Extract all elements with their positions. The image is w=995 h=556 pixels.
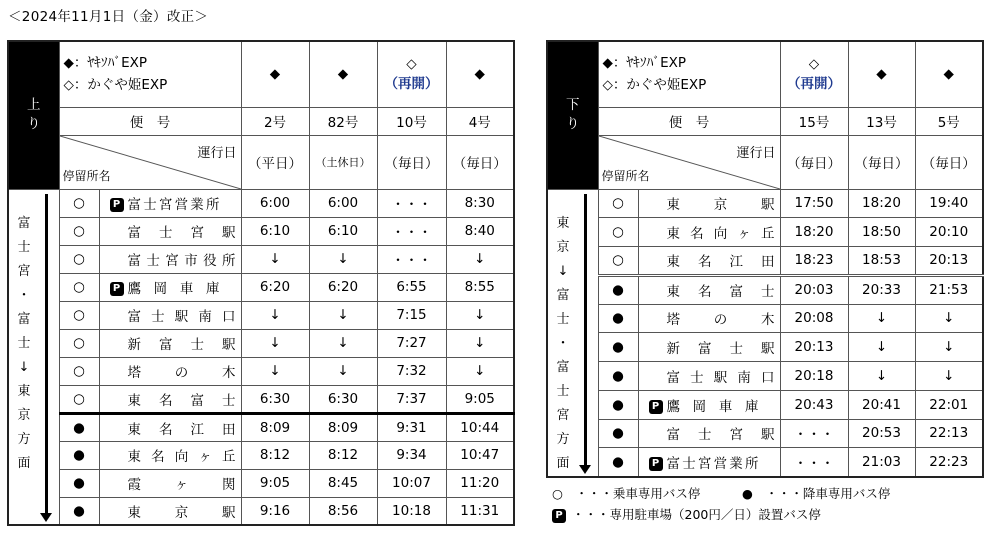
departure-time: 6:55 — [377, 273, 446, 301]
departure-time: 20:10 — [915, 218, 983, 247]
stop-name-label: 停留所名 — [601, 168, 650, 183]
departure-time: 6:20 — [241, 273, 309, 301]
departure-time: 20:41 — [848, 390, 915, 419]
stop-type: ● — [598, 419, 638, 448]
stop-type: ○ — [59, 245, 99, 273]
service-type-0: ◆ — [241, 41, 309, 107]
stop-type: ○ — [598, 189, 638, 218]
service-type-2: ◇ （再開） — [377, 41, 446, 107]
service-type-2: ◆ — [915, 41, 983, 107]
stop-name: 新富士駅 — [638, 333, 780, 362]
timetable-up — [7, 40, 515, 526]
departure-time: 9:31 — [377, 413, 446, 441]
departure-time: 11:31 — [446, 497, 514, 525]
stop-type: ● — [598, 333, 638, 362]
departure-time: ↓ — [309, 357, 377, 385]
operating-day: （毎日） — [915, 135, 983, 189]
operating-day: （土休日） — [309, 135, 377, 189]
departure-time: 6:10 — [241, 217, 309, 245]
service-legend: ◆：ﾔｷｿﾊﾞEXP ◇：かぐや姫EXP — [598, 41, 780, 107]
stop-name: 東名江田 — [638, 247, 780, 276]
departure-time: 9:34 — [377, 441, 446, 469]
bin-number: 82号 — [309, 107, 377, 135]
stop-type: ○ — [598, 218, 638, 247]
departure-time: ↓ — [309, 329, 377, 357]
departure-time: 9:16 — [241, 497, 309, 525]
stop-name: 東名江田 — [99, 413, 241, 441]
parking-icon: P — [110, 282, 124, 296]
departure-time: 18:50 — [848, 218, 915, 247]
bin-number: 15号 — [780, 107, 848, 135]
stop-name: 東名富士 — [99, 385, 241, 413]
direction-label: 下 り — [547, 41, 598, 189]
operating-day: （毎日） — [377, 135, 446, 189]
stop-type: ● — [598, 448, 638, 477]
legend-parking: P ・・・専用駐車場（200円／日）設置バス停 — [552, 505, 821, 523]
legend-boarding: ○ ・・・乗車専用バス停 — [552, 486, 701, 501]
route-direction: 富 士 宮 ・ 富 士 ↓ 東 京 方 面 — [8, 189, 59, 525]
stop-name: 東京駅 — [99, 497, 241, 525]
stop-type: ○ — [59, 357, 99, 385]
departure-time: 6:10 — [309, 217, 377, 245]
header-diagonal — [598, 135, 780, 189]
departure-time: 22:23 — [915, 448, 983, 477]
stop-name: 東名向ヶ丘 — [99, 441, 241, 469]
departure-time: 8:55 — [446, 273, 514, 301]
departure-time: 9:05 — [446, 385, 514, 413]
route-direction: 東 京 ↓ 富 士 ・ 富 士 宮 方 面 — [547, 189, 598, 477]
departure-time: ↓ — [915, 362, 983, 391]
departure-time: ↓ — [241, 357, 309, 385]
departure-time: ↓ — [309, 245, 377, 273]
service-type-1: ◆ — [309, 41, 377, 107]
departure-time: 11:20 — [446, 469, 514, 497]
stop-name: P 鷹岡車庫 — [99, 273, 241, 301]
stop-name: P 富士宮営業所 — [638, 448, 780, 477]
departure-time: 18:23 — [780, 247, 848, 276]
bin-number: 10号 — [377, 107, 446, 135]
departure-time: 17:50 — [780, 189, 848, 218]
departure-time: 8:12 — [241, 441, 309, 469]
departure-time: 10:47 — [446, 441, 514, 469]
departure-time: ↓ — [446, 245, 514, 273]
departure-time: ↓ — [915, 304, 983, 333]
departure-time: 20:08 — [780, 304, 848, 333]
revision-caption: ＜2024年11月1日（金）改正＞ — [8, 9, 209, 25]
departure-time: ↓ — [241, 329, 309, 357]
departure-time: 10:44 — [446, 413, 514, 441]
stop-name: P 鷹岡車庫 — [638, 390, 780, 419]
service-type-0: ◇ （再開） — [780, 41, 848, 107]
down-arrow-icon — [584, 194, 587, 466]
stop-type: ● — [59, 441, 99, 469]
stop-name: 富士駅南口 — [638, 362, 780, 391]
departure-time: 7:27 — [377, 329, 446, 357]
departure-time: 18:20 — [848, 189, 915, 218]
departure-time: 22:01 — [915, 390, 983, 419]
direction-label: 上 り — [8, 41, 59, 189]
departure-time: 20:13 — [915, 247, 983, 276]
departure-time: 6:20 — [309, 273, 377, 301]
departure-time: 10:07 — [377, 469, 446, 497]
stop-type: ○ — [59, 273, 99, 301]
stop-type: ○ — [59, 189, 99, 217]
departure-time: 6:30 — [241, 385, 309, 413]
departure-time: 18:20 — [780, 218, 848, 247]
stop-type: ○ — [59, 217, 99, 245]
stop-type: ○ — [59, 329, 99, 357]
departure-time: 20:43 — [780, 390, 848, 419]
stop-name: 富士宮駅 — [638, 419, 780, 448]
stop-type: ● — [598, 304, 638, 333]
service-type-1: ◆ — [848, 41, 915, 107]
departure-time: 21:03 — [848, 448, 915, 477]
departure-time: 22:13 — [915, 419, 983, 448]
stop-name: 富士宮市役所 — [99, 245, 241, 273]
service-legend: ◆：ﾔｷｿﾊﾞEXP ◇：かぐや姫EXP — [59, 41, 241, 107]
stop-type: ● — [598, 390, 638, 419]
departure-time: 6:00 — [241, 189, 309, 217]
parking-icon: P — [649, 400, 663, 414]
stop-name: 霞ヶ関 — [99, 469, 241, 497]
departure-time: ↓ — [848, 304, 915, 333]
parking-icon: P — [110, 198, 124, 212]
parking-icon: P — [649, 457, 663, 471]
stop-name-label: 停留所名 — [62, 168, 111, 183]
departure-time: 8:45 — [309, 469, 377, 497]
departure-time: ↓ — [446, 301, 514, 329]
stop-name: 富士駅南口 — [99, 301, 241, 329]
stop-type: ● — [59, 469, 99, 497]
departure-time: 20:03 — [780, 275, 848, 304]
departure-time: ↓ — [446, 329, 514, 357]
stop-type: ○ — [59, 385, 99, 413]
departure-time: 8:12 — [309, 441, 377, 469]
operating-day: （毎日） — [780, 135, 848, 189]
stop-name: 塔の木 — [99, 357, 241, 385]
stop-name: 富士宮駅 — [99, 217, 241, 245]
departure-time: ・・・ — [780, 448, 848, 477]
operating-day: （平日） — [241, 135, 309, 189]
departure-time: ↓ — [241, 301, 309, 329]
stop-name: 塔の木 — [638, 304, 780, 333]
departure-time: 20:53 — [848, 419, 915, 448]
operating-day-label: 運行日 — [197, 145, 237, 161]
departure-time: 6:30 — [309, 385, 377, 413]
departure-time: 6:00 — [309, 189, 377, 217]
bin-number: 5号 — [915, 107, 983, 135]
departure-time: 21:53 — [915, 275, 983, 304]
service-type-3: ◆ — [446, 41, 514, 107]
bin-number: 4号 — [446, 107, 514, 135]
bin-number: 13号 — [848, 107, 915, 135]
departure-time: ↓ — [848, 362, 915, 391]
stop-name: 新富士駅 — [99, 329, 241, 357]
departure-time: ↓ — [241, 245, 309, 273]
departure-time: 20:18 — [780, 362, 848, 391]
departure-time: 19:40 — [915, 189, 983, 218]
stop-name: 東名向ヶ丘 — [638, 218, 780, 247]
departure-time: 9:05 — [241, 469, 309, 497]
reopen-label: （再開） — [787, 76, 841, 93]
departure-time: ↓ — [446, 357, 514, 385]
departure-time: ・・・ — [377, 189, 446, 217]
departure-time: 7:15 — [377, 301, 446, 329]
bin-label: 便 号 — [598, 107, 780, 135]
reopen-label: （再開） — [384, 76, 439, 93]
stop-type: ● — [598, 275, 638, 304]
bin-label: 便 号 — [59, 107, 241, 135]
departure-time: 7:32 — [377, 357, 446, 385]
timetable-down — [546, 40, 984, 478]
departure-time: ・・・ — [377, 217, 446, 245]
departure-time: 8:30 — [446, 189, 514, 217]
departure-time: 20:13 — [780, 333, 848, 362]
stop-type: ○ — [598, 247, 638, 276]
parking-icon: P — [552, 509, 566, 523]
stop-name: P 富士宮営業所 — [99, 189, 241, 217]
departure-time: 20:33 — [848, 275, 915, 304]
operating-day-label: 運行日 — [736, 145, 776, 161]
departure-time: 18:53 — [848, 247, 915, 276]
departure-time: ↓ — [915, 333, 983, 362]
stop-type: ○ — [59, 301, 99, 329]
departure-time: ・・・ — [780, 419, 848, 448]
departure-time: 8:40 — [446, 217, 514, 245]
header-diagonal — [59, 135, 241, 189]
stop-type: ● — [598, 362, 638, 391]
departure-time: 8:09 — [309, 413, 377, 441]
departure-time: ↓ — [848, 333, 915, 362]
stop-type: ● — [59, 497, 99, 525]
departure-time: ↓ — [309, 301, 377, 329]
operating-day: （毎日） — [446, 135, 514, 189]
down-arrow-icon — [45, 194, 48, 515]
departure-time: ・・・ — [377, 245, 446, 273]
stop-name: 東名富士 — [638, 275, 780, 304]
departure-time: 8:09 — [241, 413, 309, 441]
departure-time: 8:56 — [309, 497, 377, 525]
stop-type: ● — [59, 413, 99, 441]
stop-name: 東京駅 — [638, 189, 780, 218]
departure-time: 7:37 — [377, 385, 446, 413]
departure-time: 10:18 — [377, 497, 446, 525]
bin-number: 2号 — [241, 107, 309, 135]
legend-alighting: ● ・・・降車専用バス停 — [742, 486, 891, 501]
operating-day: （毎日） — [848, 135, 915, 189]
